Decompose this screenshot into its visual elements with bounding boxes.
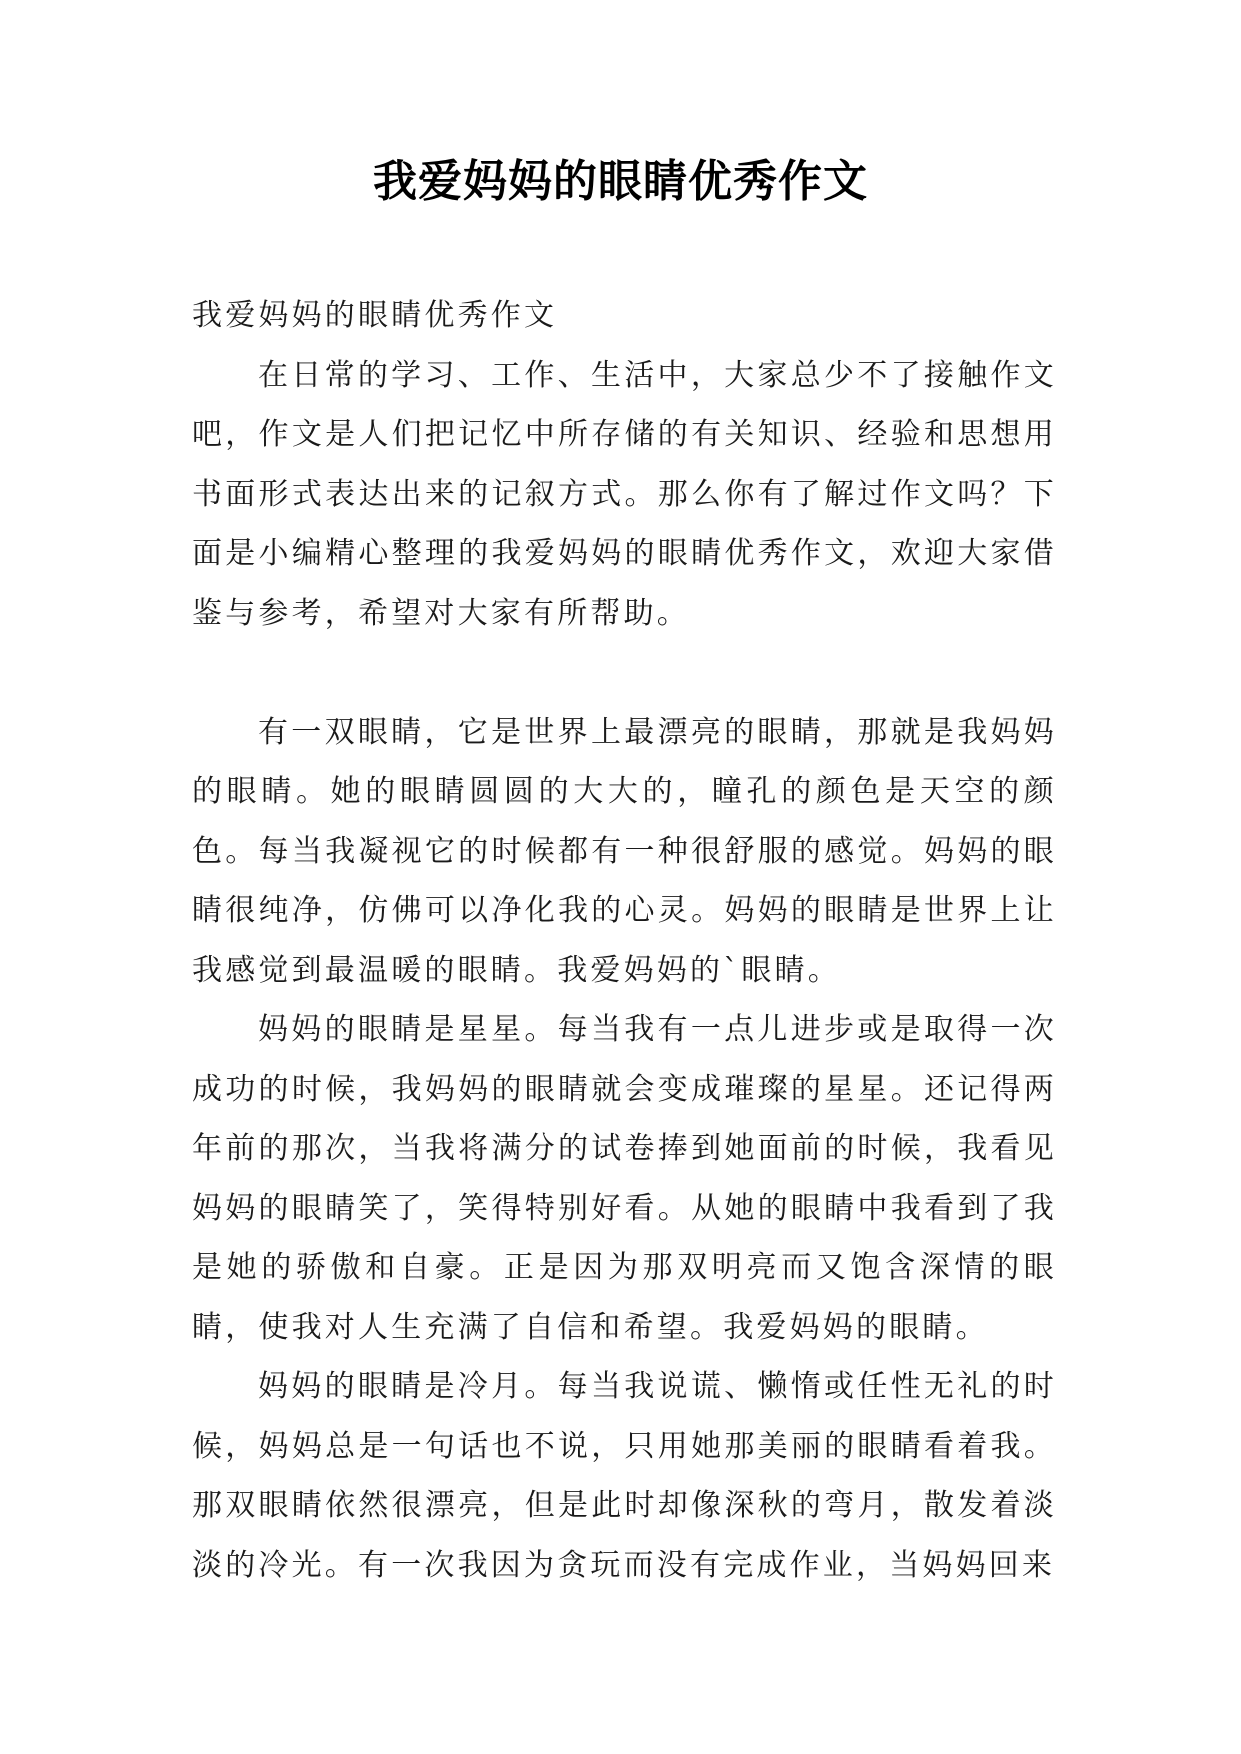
document-body [192,286,1057,1595]
document-subtitle: 我爱妈妈的眼睛优秀作文 [192,298,558,333]
body-paragraph-2: 妈妈的眼睛是星星。每当我有一点儿进步或是取得一次成功的时候，我妈妈的眼睛就会变成璀璨的星星。还记得两年前的那次，当我将满分的试卷捧到她面前的时候，我看见妈妈的眼睛笑了，笑得特别好看。从她的眼睛中我看到了我是她的骄傲和自豪。正是因为那双明亮而又饱含深情的眼睛，使我对人生充满了自信和希望。我爱妈妈的眼睛。 [192,1012,1057,1345]
paragraph-spacer [192,643,1057,703]
body-paragraph-1: 有一双眼睛，它是世界上最漂亮的眼睛，那就是我妈妈的眼睛。她的眼睛圆圆的大大的，瞳孔的颜色是天空的颜色。每当我凝视它的时候都有一种很舒服的感觉。妈妈的眼睛很纯净，仿佛可以净化我的心灵。妈妈的眼睛是世界上让我感觉到最温暖的眼睛。我爱妈妈的`眼睛。 [192,714,1057,988]
document-title: 我爱妈妈的眼睛优秀作文 [373,156,868,207]
intro-paragraph: 在日常的学习、工作、生活中，大家总少不了接触作文吧，作文是人们把记忆中所存储的有关知识、经验和思想用书面形式表达出来的记叙方式。那么你有了解过作文吗？下面是小编精心整理的我爱妈妈的眼睛优秀作文，欢迎大家借鉴与参考，希望对大家有所帮助。 [192,357,1057,631]
body-paragraph-3: 妈妈的眼睛是冷月。每当我说谎、懒惰或任性无礼的时候，妈妈总是一句话也不说，只用她那美丽的眼睛看着我。那双眼睛依然很漂亮，但是此时却像深秋的弯月，散发着淡淡的冷光。有一次我因为贪玩而没有完成作业，当妈妈回来 [192,1369,1057,1583]
